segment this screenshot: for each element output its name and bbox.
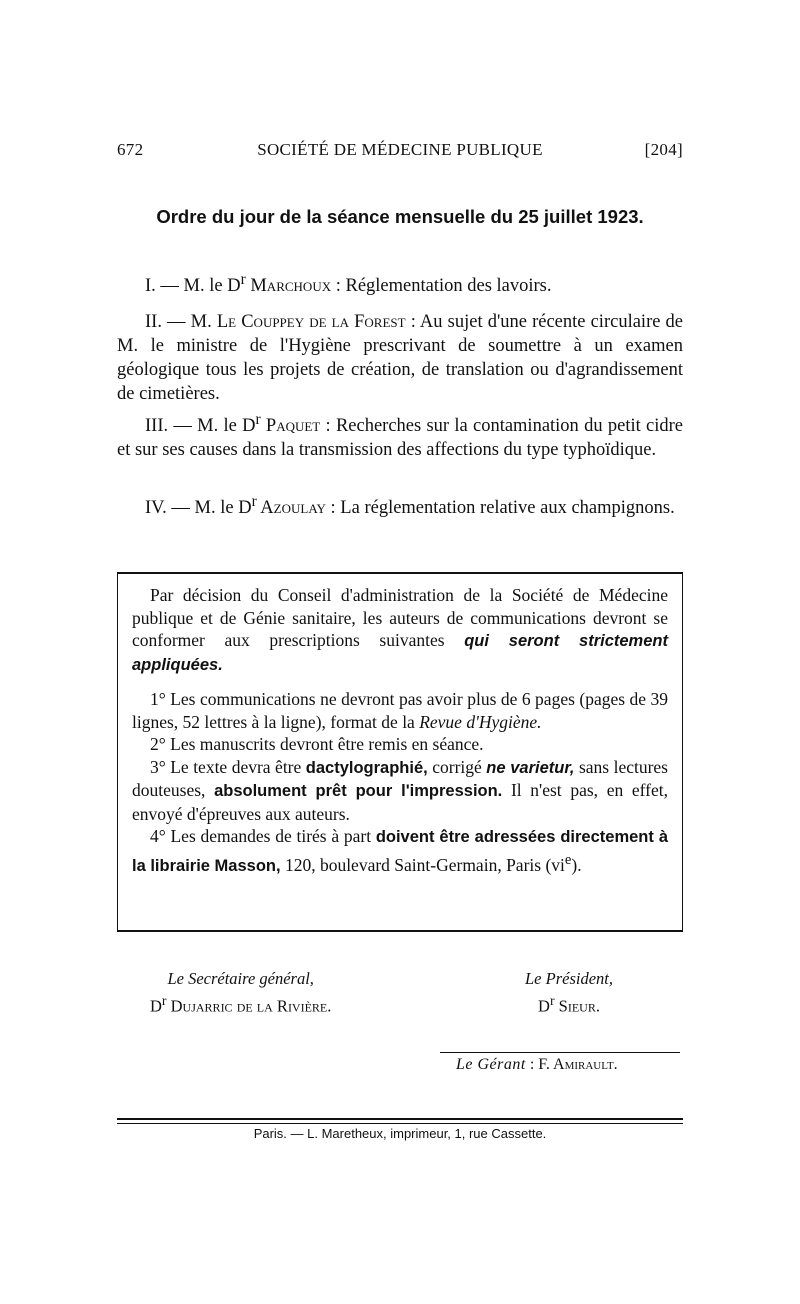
footer-divider-thin: [117, 1123, 683, 1124]
rule-num: 4°: [150, 826, 166, 846]
gerant-line: [456, 1056, 618, 1074]
agenda-item: [117, 310, 683, 406]
item-prefix: M. le D: [197, 416, 256, 437]
item-text: : Au sujet d'une récente circulaire de M. le ministre de l'Hygiène prescrivant de soumettre à un examen géologique tous les projets de création, de translation ou d'agrandissement de cimetières.: [117, 312, 684, 404]
item-speaker: Le Couppey de la Forest: [216, 312, 406, 332]
item-prefix: M. le D: [183, 276, 241, 297]
agenda-item: [117, 268, 683, 298]
gerant-name: F. Amirault.: [538, 1056, 618, 1073]
item-num: IV. —: [145, 498, 195, 519]
notice-box: [117, 572, 683, 932]
rule-text: Les demandes de tirés à part: [165, 826, 376, 846]
signature-president: [525, 968, 613, 1018]
rule-italic: Revue d'Hygiène.: [419, 711, 542, 732]
item-text: : Réglementation des lavoirs.: [331, 276, 552, 297]
item-prefix: M. le D: [194, 498, 252, 519]
secretary-name: Dujarric de la Rivière.: [166, 996, 332, 1016]
rule-text: Il n'est pas, en effet, envoyé d'épreuves aux auteurs.: [132, 780, 668, 824]
printer-line: Paris. — L. Maretheux, imprimeur, 1, rue Cassette.: [253, 1126, 547, 1141]
notice-intro-emphasis: qui seront strictement appliquées.: [132, 632, 668, 674]
running-title: SOCIÉTÉ DE MÉDECINE PUBLIQUE: [257, 140, 543, 159]
rule-text: corrigé: [427, 756, 487, 777]
secretary-role: Le Secrétaire général,: [167, 969, 314, 988]
secretary-prefix: D: [150, 996, 162, 1016]
rule-text: ).: [571, 854, 582, 875]
president-prefix: D: [538, 996, 550, 1016]
item-num: II. —: [145, 312, 191, 332]
president-role: Le Président,: [525, 969, 613, 988]
rule-num: 3°: [150, 756, 166, 777]
gerant-label: Le Gérant: [456, 1056, 526, 1073]
item-prefix: M.: [190, 312, 217, 332]
notice-rule-4: [132, 825, 668, 877]
rule-bold-italic: ne varietur,: [486, 758, 575, 777]
item-sup: r: [240, 271, 246, 288]
item-text: : Recherches sur la contamination du petit cidre et sur ses causes dans la transmission des affections du type typhoïdique.: [117, 416, 683, 461]
item-speaker: Marchoux: [245, 276, 332, 297]
gerant-divider: [440, 1052, 680, 1053]
rule-text: Les manuscrits devront être remis en séance.: [165, 734, 484, 754]
gerant-sep: :: [525, 1056, 539, 1073]
item-num: III. —: [145, 416, 198, 437]
notice-intro: [132, 584, 668, 676]
rule-sup: e: [564, 851, 572, 868]
item-num: I. —: [145, 276, 184, 297]
president-name: Sieur.: [554, 996, 600, 1016]
rule-bold: absolument prêt pour l'impression.: [214, 782, 503, 800]
rule-bold: dactylographié,: [305, 758, 428, 777]
bracket-ref: [204]: [644, 140, 683, 159]
item-sup: r: [251, 493, 257, 510]
agenda-item: [117, 490, 683, 520]
secretary-sup: r: [161, 993, 167, 1008]
agenda-title: Ordre du jour de la séance mensuelle du 25 juillet 1923.: [156, 206, 644, 227]
notice-rule-1: [132, 688, 668, 733]
rule-text: Le texte devra être: [165, 756, 306, 777]
notice-intro-text: Par décision du Conseil d'administration de la Société de Médecine publique et de Génie sanitaire, les auteurs de communications devront se conformer aux prescriptions suivantes: [132, 585, 668, 650]
rule-text: 120, boulevard Saint-Germain, Paris (vi: [280, 854, 565, 875]
agenda-item: [117, 408, 683, 462]
page-number: 672: [117, 140, 144, 159]
rule-text: Les communications ne devront pas avoir plus de 6 pages (pages de 39 lignes, 52 lettres à la ligne), format de la: [132, 689, 668, 732]
item-sup: r: [255, 411, 261, 428]
rule-bold: doivent être adressées directement à la librairie Masson,: [132, 828, 668, 875]
signature-secretary: [150, 968, 331, 1018]
item-text: : La réglementation relative aux champignons.: [325, 498, 675, 519]
notice-rule-2: [132, 733, 668, 756]
rule-num: 1°: [150, 689, 166, 709]
item-speaker: Paquet: [260, 416, 321, 437]
rule-num: 2°: [150, 734, 166, 754]
rule-text: sans lectures douteuses,: [132, 756, 668, 800]
notice-rule-3: [132, 756, 668, 826]
president-sup: r: [549, 993, 555, 1008]
item-speaker: Azoulay: [256, 498, 326, 519]
footer-divider: [117, 1118, 683, 1120]
